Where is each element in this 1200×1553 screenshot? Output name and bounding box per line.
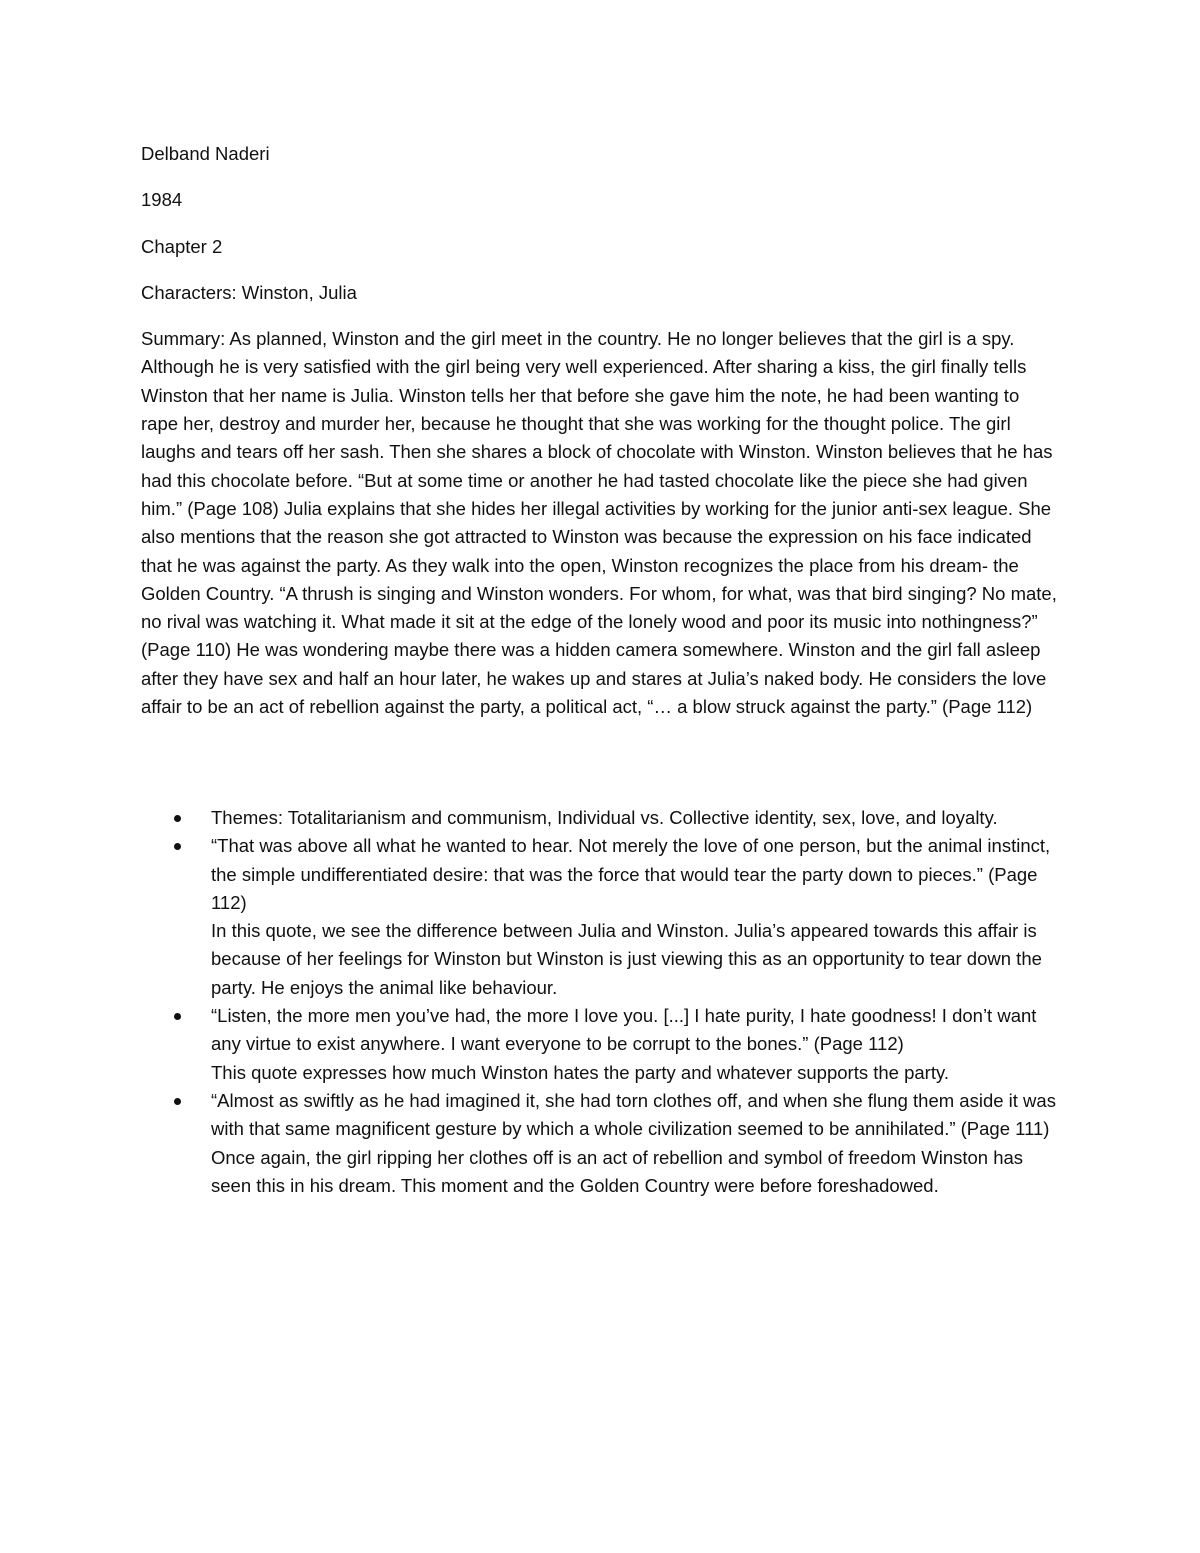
bullet-list <box>141 804 1066 1200</box>
chapter-heading: Chapter 2 <box>141 235 223 257</box>
bullet-quote: “That was above all what he wanted to hear. Not merely the love of one person, but the animal instinct, the simple undifferentiated desire: that was the force that would tear the party down to pieces.” (Page 112) <box>211 835 1051 913</box>
bullet-quote: “Almost as swiftly as he had imagined it, she had torn clothes off, and when she flung them aside it was with that same magnificent gesture by which a whole civilization seemed to be annihilated.” (Page 111) <box>211 1089 1056 1140</box>
list-item <box>141 1002 1066 1087</box>
bullet-icon <box>174 1098 181 1105</box>
bullet-icon <box>174 843 181 850</box>
book-title: 1984 <box>141 189 183 211</box>
bullet-commentary: In this quote, we see the difference between Julia and Winston. Julia’s appeared towards this affair is because of her feelings for Winston but Winston is just viewing this as an opportunity to tear down the party. He enjoys the animal like behaviour. <box>211 920 1042 998</box>
bullet-commentary: This quote expresses how much Winston hates the party and whatever supports the party. <box>211 1061 949 1083</box>
document-body <box>141 140 1061 721</box>
bullet-icon <box>174 1013 181 1020</box>
list-item <box>141 1087 1066 1200</box>
bullet-icon <box>174 815 181 822</box>
list-item <box>141 804 1066 832</box>
bullet-quote: Themes: Totalitarianism and communism, Individual vs. Collective identity, sex, love, and loyalty. <box>211 807 998 828</box>
characters-line: Characters: Winston, Julia <box>141 281 357 303</box>
summary-paragraph: Summary: As planned, Winston and the girl meet in the country. He no longer believes that the girl is a spy. Although he is very satisfied with the girl being very well experienced. After sharing a kiss, the girl finally tells Winston that her name is Julia. Winston tells her that before she gave him the note, he had been wanting to rape her, destroy and murder her, because he thought that she was working for the thought police. The girl laughs and tears off her sash. Then she shares a block of chocolate with Winston. Winston believes that he has had this chocolate before. “But at some time or another he had tasted chocolate like the piece she had given him.” (Page 108) Julia explains that she hides her illegal activities by working for the junior anti-sex league. She also mentions that the reason she got attracted to Winston was because the expression on his face indicated that he was against the party. As they walk into the open, Winston recognizes the place from his dream- the Golden Country. “A thrush is singing and Winston wonders. For whom, for what, was that bird singing? No mate, no rival was watching it. What made it sit at the edge of the lonely wood and poor its music into nothingness?” (Page 110) He was wondering maybe there was a hidden camera somewhere. Winston and the girl fall asleep after they have sex and half an hour later, he wakes up and stares at Julia’s naked body. He considers the love affair to be an act of rebellion against the party, a political act, “… a blow struck against the party.” (Page 112) <box>141 328 1057 718</box>
list-item <box>141 832 1066 1002</box>
bullet-quote: “Listen, the more men you’ve had, the more I love you. [...] I hate purity, I hate goodness! I don’t want any virtue to exist anywhere. I want everyone to be corrupt to the bones.” (Page 112) <box>211 1005 1037 1055</box>
bullet-commentary: Once again, the girl ripping her clothes off is an act of rebellion and symbol of freedom Winston has seen this in his dream. This moment and the Golden Country were before foreshadowed. <box>211 1146 1024 1196</box>
author-name: Delband Naderi <box>141 143 270 164</box>
